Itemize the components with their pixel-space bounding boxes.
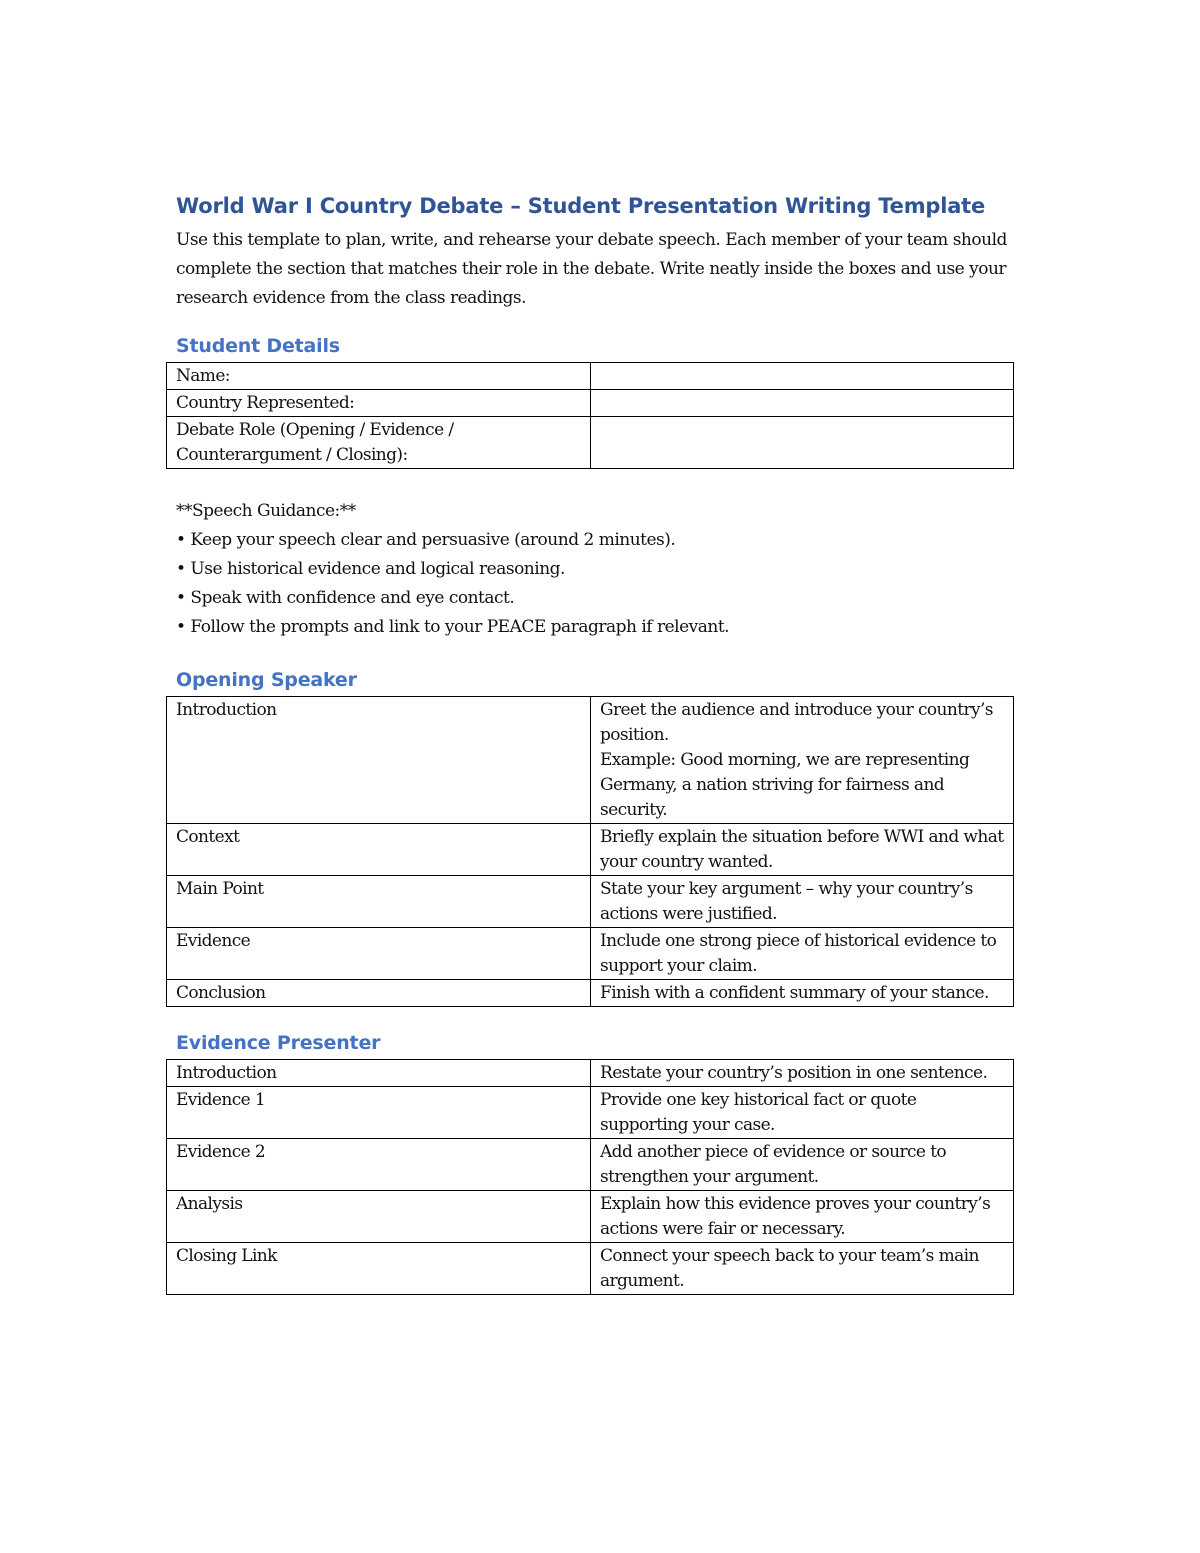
row-prompt: State your key argument – why your country’s actions were justified. bbox=[591, 876, 1014, 928]
row-label: Evidence 2 bbox=[167, 1139, 591, 1191]
table-row bbox=[167, 1243, 1014, 1295]
document-content bbox=[166, 190, 1014, 1295]
row-label: Evidence bbox=[167, 928, 591, 980]
row-prompt: Restate your country’s position in one sentence. bbox=[591, 1060, 1014, 1087]
intro-paragraph: Use this template to plan, write, and rehearse your debate speech. Each member of your team should complete the section that matches their role in the debate. Write neatly inside the boxes and use your research evidence from the class readings. bbox=[176, 230, 1007, 308]
row-prompt: Explain how this evidence proves your country’s actions were fair or necessary. bbox=[591, 1191, 1014, 1243]
table-row bbox=[167, 1060, 1014, 1087]
row-prompt: Add another piece of evidence or source to strengthen your argument. bbox=[591, 1139, 1014, 1191]
evidence-presenter-heading: Evidence Presenter bbox=[176, 1032, 381, 1054]
guidance-item: • Keep your speech clear and persuasive (around 2 minutes). bbox=[176, 530, 676, 550]
student-details-heading: Student Details bbox=[176, 335, 340, 357]
row-prompt: Include one strong piece of historical evidence to support your claim. bbox=[591, 928, 1014, 980]
table-row bbox=[167, 363, 1014, 390]
name-field[interactable] bbox=[591, 363, 1014, 390]
debate-role-field[interactable] bbox=[591, 417, 1014, 469]
speech-guidance bbox=[166, 497, 1014, 642]
table-row bbox=[167, 1139, 1014, 1191]
table-row bbox=[167, 1087, 1014, 1139]
country-label: Country Represented: bbox=[167, 390, 591, 417]
evidence-presenter-table bbox=[166, 1059, 1014, 1295]
prompt-text: Greet the audience and introduce your country’s position. bbox=[600, 700, 993, 745]
student-details-table bbox=[166, 362, 1014, 469]
row-prompt: Provide one key historical fact or quote supporting your case. bbox=[591, 1087, 1014, 1139]
row-prompt bbox=[591, 697, 1014, 824]
row-prompt: Finish with a confident summary of your stance. bbox=[591, 980, 1014, 1007]
guidance-item: • Speak with confidence and eye contact. bbox=[176, 588, 515, 608]
table-row bbox=[167, 876, 1014, 928]
opening-speaker-table bbox=[166, 696, 1014, 1007]
document-title: World War I Country Debate – Student Presentation Writing Template bbox=[176, 194, 986, 218]
row-label: Conclusion bbox=[167, 980, 591, 1007]
country-field[interactable] bbox=[591, 390, 1014, 417]
name-label: Name: bbox=[167, 363, 591, 390]
row-label: Main Point bbox=[167, 876, 591, 928]
row-prompt: Briefly explain the situation before WWI and what your country wanted. bbox=[591, 824, 1014, 876]
table-row bbox=[167, 980, 1014, 1007]
example-text: Example: Good morning, we are representing Germany, a nation striving for fairness and security. bbox=[600, 750, 970, 820]
guidance-item: • Follow the prompts and link to your PEACE paragraph if relevant. bbox=[176, 617, 730, 637]
row-label: Context bbox=[167, 824, 591, 876]
row-label: Introduction bbox=[167, 697, 591, 824]
debate-role-label: Debate Role (Opening / Evidence / Counterargument / Closing): bbox=[167, 417, 591, 469]
table-row bbox=[167, 417, 1014, 469]
opening-speaker-heading: Opening Speaker bbox=[176, 669, 357, 691]
row-label: Introduction bbox=[167, 1060, 591, 1087]
guidance-heading: **Speech Guidance:** bbox=[176, 501, 356, 521]
table-row bbox=[167, 824, 1014, 876]
table-row bbox=[167, 390, 1014, 417]
row-label: Closing Link bbox=[167, 1243, 591, 1295]
row-label: Analysis bbox=[167, 1191, 591, 1243]
guidance-item: • Use historical evidence and logical reasoning. bbox=[176, 559, 565, 579]
table-row bbox=[167, 1191, 1014, 1243]
table-row bbox=[167, 697, 1014, 824]
row-label: Evidence 1 bbox=[167, 1087, 591, 1139]
table-row bbox=[167, 928, 1014, 980]
row-prompt: Connect your speech back to your team’s main argument. bbox=[591, 1243, 1014, 1295]
